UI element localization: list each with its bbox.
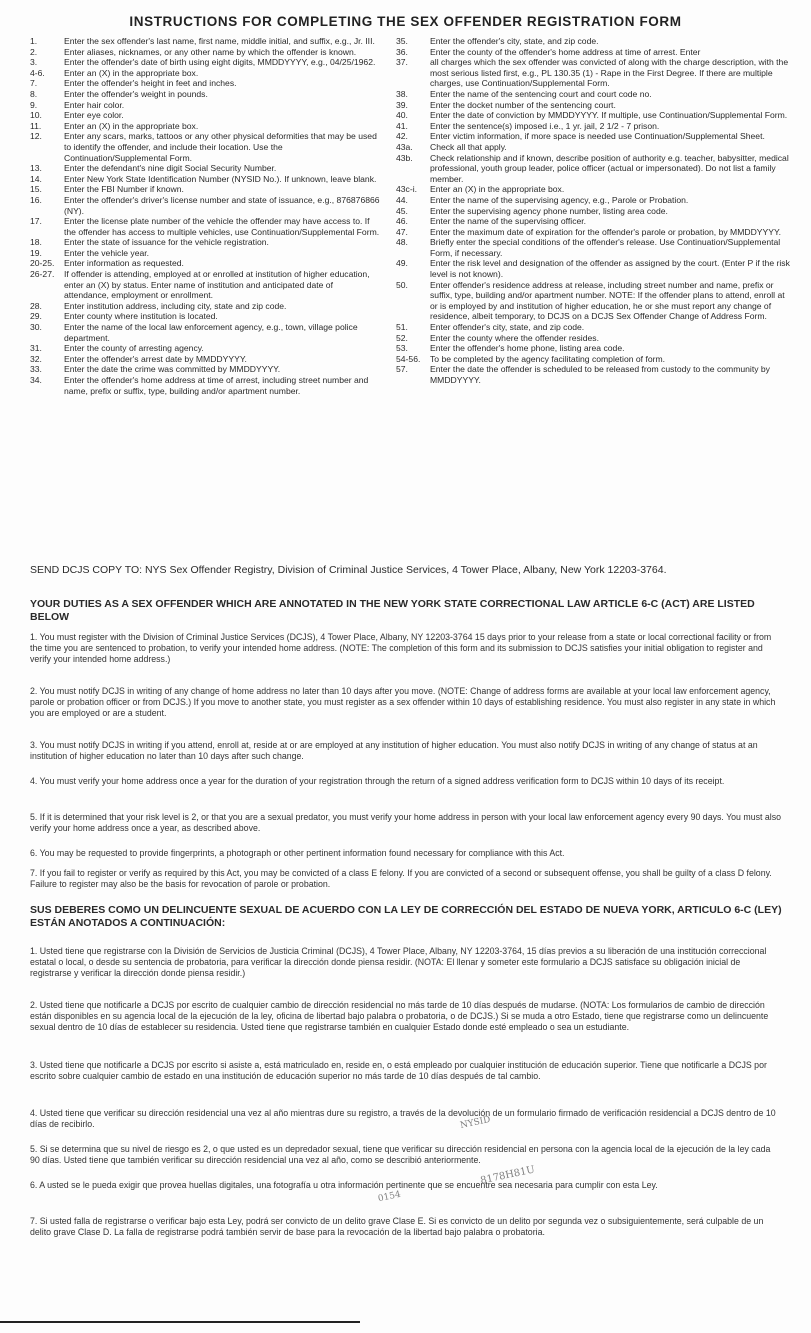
instruction-text: all charges which the sex offender was convicted of along with the charge description, with the most serious listed first, e.g., PL 130.35 (1) - Rape in the First Degree. If there are multiple charges, use Continuation/Supplemental Form. [430,57,789,89]
duty-paragraph: 5. If it is determined that your risk level is 2, or that you are a sexual predator, you must verify your home address in person with your local law enforcement agency every 90 days. You must also verify your home address once a year, as described above. [30,812,782,834]
instruction-item [396,110,791,121]
instruction-text: Enter information as requested. [64,258,184,269]
instruction-item [30,184,380,195]
instruction-item [396,237,791,258]
instruction-item [30,163,380,174]
instruction-number: 8. [30,88,38,99]
instruction-text: Check all that apply. [430,141,507,152]
instruction-text: Enter the offender's home address at time of arrest, including street number and name, prefix or suffix, type, building and/or apartment number. [64,375,369,396]
instruction-text: Enter the offender's date of birth using eight digits, MMDDYYYY, e.g., 04/25/1962. [64,57,376,68]
instruction-number: 47. [396,226,408,237]
instruction-text: Enter the county of arresting agency. [64,343,204,354]
instruction-number: 2. [30,46,38,57]
instruction-number: 12. [30,131,42,142]
instruction-item [30,311,380,322]
instruction-item [30,375,380,396]
instruction-text: Enter the sex offender's last name, first name, middle initial, and suffix, e.g., Jr. III. [64,36,375,46]
instruction-item [396,153,791,185]
instruction-number: 45. [396,205,408,216]
instruction-item [30,248,380,259]
instruction-text: Enter offender's residence address at release, including street number and name, prefix or suffix, type, building and/or apartment number. NOTE: If the offender plans to attend, enroll at or is employed by and institution of higher education, he or she must report any change of residence, albeit temporary, to DCJS on a DCJS Sex Offender Change of Address Form. [430,279,785,322]
instruction-item [396,206,791,217]
instruction-text: To be completed by the agency facilitating completion of form. [430,353,666,364]
duty-paragraph: 7. If you fail to register or verify as required by this Act, you may be convicted of a class E felony. If you are convicted of a second or subsequent offense, you shall be guilty of a class D felony. Failure to register may also be the basis for revocation of parole or probation. [30,868,772,890]
instructions-left-column [30,36,380,396]
instruction-number: 7. [30,78,38,89]
instruction-text: Enter the offender's home phone, listing area code. [430,343,625,354]
instruction-number: 42. [396,131,408,142]
instruction-text: Enter the county of the offender's home address at time of arrest. Enter [430,46,701,57]
deber-paragraph: 2. Usted tiene que notificarle a DCJS por escrito de cualquier cambio de dirección residencial no más tarde de 10 días después de mudarse. (NOTA: Los formularios de cambio de dirección están disponibles en su agencia local de la ejecución de la ley, oficina de libertad bajo palabra o probatoria, o de DCJS.) Si se muda a otro Estado, tiene que registrarse como un delincuente sexual dentro de 10 días de establecer su residencia. Usted tiene que registrarse también en cualquier Estado donde esté empleado o sea un estudiante. [30,1000,769,1033]
instruction-number: 43b. [396,152,413,163]
instruction-text: Enter the supervising agency phone number, listing area code. [430,205,668,216]
instruction-item [30,195,380,216]
instruction-number: 14. [30,173,42,184]
instruction-text: Enter an (X) in the appropriate box. [64,67,199,78]
instruction-item [30,269,380,301]
instruction-item [396,354,791,365]
instruction-number: 28. [30,300,42,311]
duty-paragraph: 4. You must verify your home address once a year for the duration of your registration through the return of a signed address verification form to DCJS within 10 days of its receipt. [30,776,725,786]
instruction-item [396,258,791,279]
instruction-item [396,57,791,89]
instruction-number: 43a. [396,141,413,152]
instruction-item [30,78,380,89]
instruction-number: 31. [30,343,42,354]
instruction-item [30,322,380,343]
instruction-number: 34. [30,375,42,385]
instruction-item [30,47,380,58]
instruction-item [396,36,791,47]
instruction-text: Enter the date the offender is scheduled to be released from custody to the community by MMDDYYYY. [430,364,770,385]
instruction-text: Enter the offender's driver's license number and state of issuance, e.g., 876876866 (NY). [64,194,380,216]
instruction-number: 36. [396,46,408,57]
deberes-heading: SUS DEBERES COMO UN DELINCUENTE SEXUAL DE ACUERDO CON LA LEY DE CORRECCIÓN DEL ESTADO DE NUEVA YORK, ARTICULO 6-C (LEY) ESTÁN ANOTADOS A CONTINUACIÓN: [30,904,782,929]
instruction-item [30,57,380,68]
duty-paragraph: 1. You must register with the Division of Criminal Justice Services (DCJS), 4 Tower Place, Albany, NY 12203-3764 15 days prior to your release from a state or local correctional facility or from the time you are sentenced to probation, to verify your intended home address. (NOTE: The completion of this form and its submission to DCJS satisfies your initial obligation to register and verify your intended home address.) [30,632,772,665]
instruction-text: Enter the vehicle year. [64,247,150,258]
instruction-number: 49. [396,258,408,269]
instruction-text: Enter the docket number of the sentencing court. [430,99,616,110]
instruction-text: Enter the county where the offender resides. [430,332,599,343]
instruction-text: Enter the date the crime was committed by MMDDYYYY. [64,364,281,375]
instruction-number: 33. [30,364,42,375]
deber-paragraph: 1. Usted tiene que registrarse con la División de Servicios de Justicia Criminal (DCJS), 4 Tower Place, Albany, NY 12203-3764, 15 días previos a su liberación de una institución correccional estatal o local, o desde su sentencia de probatoria, para verificar la dirección donde piensa residir. (NOTA: El llenar y someter este formulario a DCJS satisface su obligación inicial de registrarse y verificar la dirección donde piensa residir.) [30,946,767,979]
instruction-text: Enter institution address, including city, state and zip code. [64,300,287,311]
instruction-item [396,184,791,195]
instruction-text: Enter the license plate number of the vehicle the offender may have access to. If the offender has access to multiple vehicles, use Continuation/Supplemental Form. [64,216,380,237]
instruction-text: Enter an (X) in the appropriate box. [430,184,565,195]
instruction-number: 39. [396,99,408,110]
instructions-right-column [396,36,791,386]
instruction-text: Enter the defendant's nine digit Social Security Number. [64,163,277,174]
instruction-item [396,333,791,344]
deber-paragraph: 5. Si se determina que su nivel de riesgo es 2, o que usted es un depredador sexual, tiene que verificar su dirección residencial en persona con la agencia local de la ejecución de la ley cada 90 días. Usted tiene que también verificar su dirección residencial una vez al año, como se describió anteriormente. [30,1144,771,1166]
instruction-item [396,364,791,385]
duties-heading: YOUR DUTIES AS A SEX OFFENDER WHICH ARE ANNOTATED IN THE NEW YORK STATE CORRECTIONAL LAW ARTICLE 6-C (ACT) ARE LISTED BELOW [30,598,755,623]
instruction-text: Enter the offender's arrest date by MMDDYYYY. [64,353,247,364]
instruction-text: Enter hair color. [64,99,125,110]
instruction-text: Check relationship and if known, describe position of authority e.g. teacher, babysitter, medical professional, youth group leader, police officer (actual or impersonated). Do not list a family member. [430,152,789,184]
instruction-item [396,280,791,322]
instruction-item [30,121,380,132]
instruction-number: 16. [30,194,42,205]
instruction-item [30,216,380,237]
instruction-number: 19. [30,247,42,258]
instruction-text: Enter the name of the supervising officer. [430,216,587,227]
handwritten-annotation: 8178H81U [479,1164,536,1187]
instruction-number: 44. [396,194,408,205]
instruction-number: 13. [30,163,42,174]
instruction-text: Enter the offender's weight in pounds. [64,88,208,99]
deber-paragraph: 7. Si usted falla de registrarse o verificar bajo esta Ley, podrá ser convicto de un delito grave Clase E. Si es convicto de un delito por segunda vez o subsiguientemente, será culpable de un delito grave Clase D. La falla de registrarse podrá también servir de base para la revocación de la libertad bajo palabra o probatoria. [30,1216,764,1238]
handwritten-annotation: NYSID [459,1114,492,1132]
instruction-number: 46. [396,216,408,227]
instruction-text: Enter the offender's city, state, and zip code. [430,36,599,46]
instruction-text: Enter the risk level and designation of the offender as assigned by the court. (Enter P if the risk level is not known). [430,258,790,280]
instruction-number: 40. [396,110,408,121]
instruction-item [30,364,380,375]
instruction-item [396,195,791,206]
instruction-item [396,121,791,132]
instruction-number: 53. [396,343,408,354]
instruction-text: Enter the date of conviction by MMDDYYYY. If multiple, use Continuation/Supplemental Form. [430,110,788,121]
instruction-text: Enter the state of issuance for the vehicle registration. [64,237,269,248]
deber-paragraph: 6. A usted se le pueda exigir que provea huellas digitales, una fotografía u otra información pertinente que se encuentre sea necesaria para cumplir con esta Ley. [30,1180,658,1190]
instruction-text: Enter county where institution is located. [64,311,218,322]
instruction-item [30,68,380,79]
instruction-number: 50. [396,279,408,290]
instruction-item [30,301,380,312]
instruction-number: 30. [30,322,42,333]
instruction-number: 41. [396,120,408,131]
instruction-number: 32. [30,353,42,364]
instruction-item [396,216,791,227]
instruction-number: 26-27. [30,269,55,280]
instruction-number: 51. [396,322,408,333]
instruction-item [396,142,791,153]
instruction-number: 9. [30,99,38,110]
instruction-number: 18. [30,237,42,248]
instruction-item [396,227,791,238]
instruction-number: 11. [30,120,42,131]
instruction-text: Briefly enter the special conditions of the offender's release. Use Continuation/Supplemental Form, if necessary. [430,237,781,258]
instruction-text: Enter the offender's height in feet and inches. [64,78,237,89]
instruction-number: 15. [30,184,42,195]
instruction-text: Enter aliases, nicknames, or any other name by which the offender is known. [64,46,357,57]
instruction-number: 10. [30,110,42,121]
instruction-text: Enter the name of the supervising agency, e.g., Parole or Probation. [430,194,689,205]
instruction-item [30,110,380,121]
instruction-item [30,237,380,248]
instruction-item [396,47,791,58]
instruction-item [396,100,791,111]
instruction-number: 17. [30,216,42,227]
deber-paragraph: 3. Usted tiene que notificarle a DCJS por escrito si asiste a, está matriculado en, reside en, o está empleado por cualquier institución de educación superior. Tiene que notificarle a DCJS por escrito sobre cualquier cambio de estado en una institución de educación superior no más tarde de 10 días después de tal cambio. [30,1060,767,1082]
instruction-number: 29. [30,311,42,322]
instruction-number: 52. [396,332,408,343]
instruction-number: 43c-i. [396,184,418,195]
instruction-item [396,131,791,142]
instruction-item [30,89,380,100]
instruction-number: 1. [30,36,38,46]
instruction-number: 57. [396,364,408,375]
instruction-text: Enter New York State Identification Number (NYSID No.). If unknown, leave blank. [64,173,377,184]
page-bottom-rule [0,1321,360,1323]
instruction-text: Enter eye color. [64,110,124,121]
instruction-text: Enter offender's city, state, and zip code. [430,322,585,333]
instruction-text: Enter the name of the sentencing court and court code no. [430,88,652,99]
instruction-item [396,322,791,333]
instruction-item [30,100,380,111]
instruction-item [30,343,380,354]
instruction-text: Enter the maximum date of expiration for the offender's parole or probation, by MMDDYYYY. [430,226,781,237]
send-copy-notice: SEND DCJS COPY TO: NYS Sex Offender Registry, Division of Criminal Justice Services, 4 Tower Place, Albany, New York 12203-3764. [30,564,667,576]
instruction-text: Enter victim information, if more space is needed use Continuation/Supplemental Sheet. [430,131,765,142]
duty-paragraph: 6. You may be requested to provide fingerprints, a photograph or other pertinent information found necessary for compliance with this Act. [30,848,565,858]
duty-paragraph: 3. You must notify DCJS in writing if you attend, enroll at, reside at or are employed at any institution of higher education. You must also notify DCJS in writing of any change of status at an institution of higher education no later than 10 days after such change. [30,740,758,762]
deber-paragraph: 4. Usted tiene que verificar su dirección residencial una vez al año mientras dure su registro, a través de la devolución de un formulario firmado de verificación residencial a DCJS dentro de 10 días de recibirlo. [30,1108,776,1130]
instruction-text: Enter any scars, marks, tattoos or any other physical deformities that may be used to identify the offender, and include their location. Use the Continuation/Supplemental Form. [64,131,377,163]
instruction-number: 38. [396,88,408,99]
instruction-item [30,354,380,365]
instruction-item [30,174,380,185]
instruction-number: 20-25. [30,258,55,269]
instruction-text: Enter the name of the local law enforcement agency, e.g., town, village police department. [64,322,358,343]
instruction-item [396,343,791,354]
instruction-number: 54-56. [396,353,421,364]
instruction-number: 4-6. [30,67,45,78]
instruction-number: 35. [396,36,408,46]
instruction-text: If offender is attending, employed at or enrolled at institution of higher education, enter an (X) by status. Enter name of institution and anticipated date of attendance, employment or enrollment. [64,269,370,301]
instruction-item [30,36,380,47]
instruction-number: 37. [396,57,408,68]
instruction-text: Enter the FBI Number if known. [64,184,184,195]
instruction-number: 3. [30,57,38,68]
instruction-text: Enter an (X) in the appropriate box. [64,120,199,131]
form-title: INSTRUCTIONS FOR COMPLETING THE SEX OFFENDER REGISTRATION FORM [129,14,682,29]
handwritten-annotation: 0154 [377,1189,402,1205]
instruction-number: 48. [396,237,408,248]
duty-paragraph: 2. You must notify DCJS in writing of any change of home address no later than 10 days after you move. (NOTE: Change of address forms are available at your local law enforcement agency, parole or probation officer or from DCJS.) If you move to another state, you must register as a sex offender within 10 days of establishing residence. You must also register in any state in which you are employed or are a student. [30,686,776,719]
instruction-item [30,258,380,269]
instruction-item [30,131,380,163]
instruction-item [396,89,791,100]
instruction-text: Enter the sentence(s) imposed i.e., 1 yr. jail, 2 1/2 - 7 prison. [430,120,660,131]
